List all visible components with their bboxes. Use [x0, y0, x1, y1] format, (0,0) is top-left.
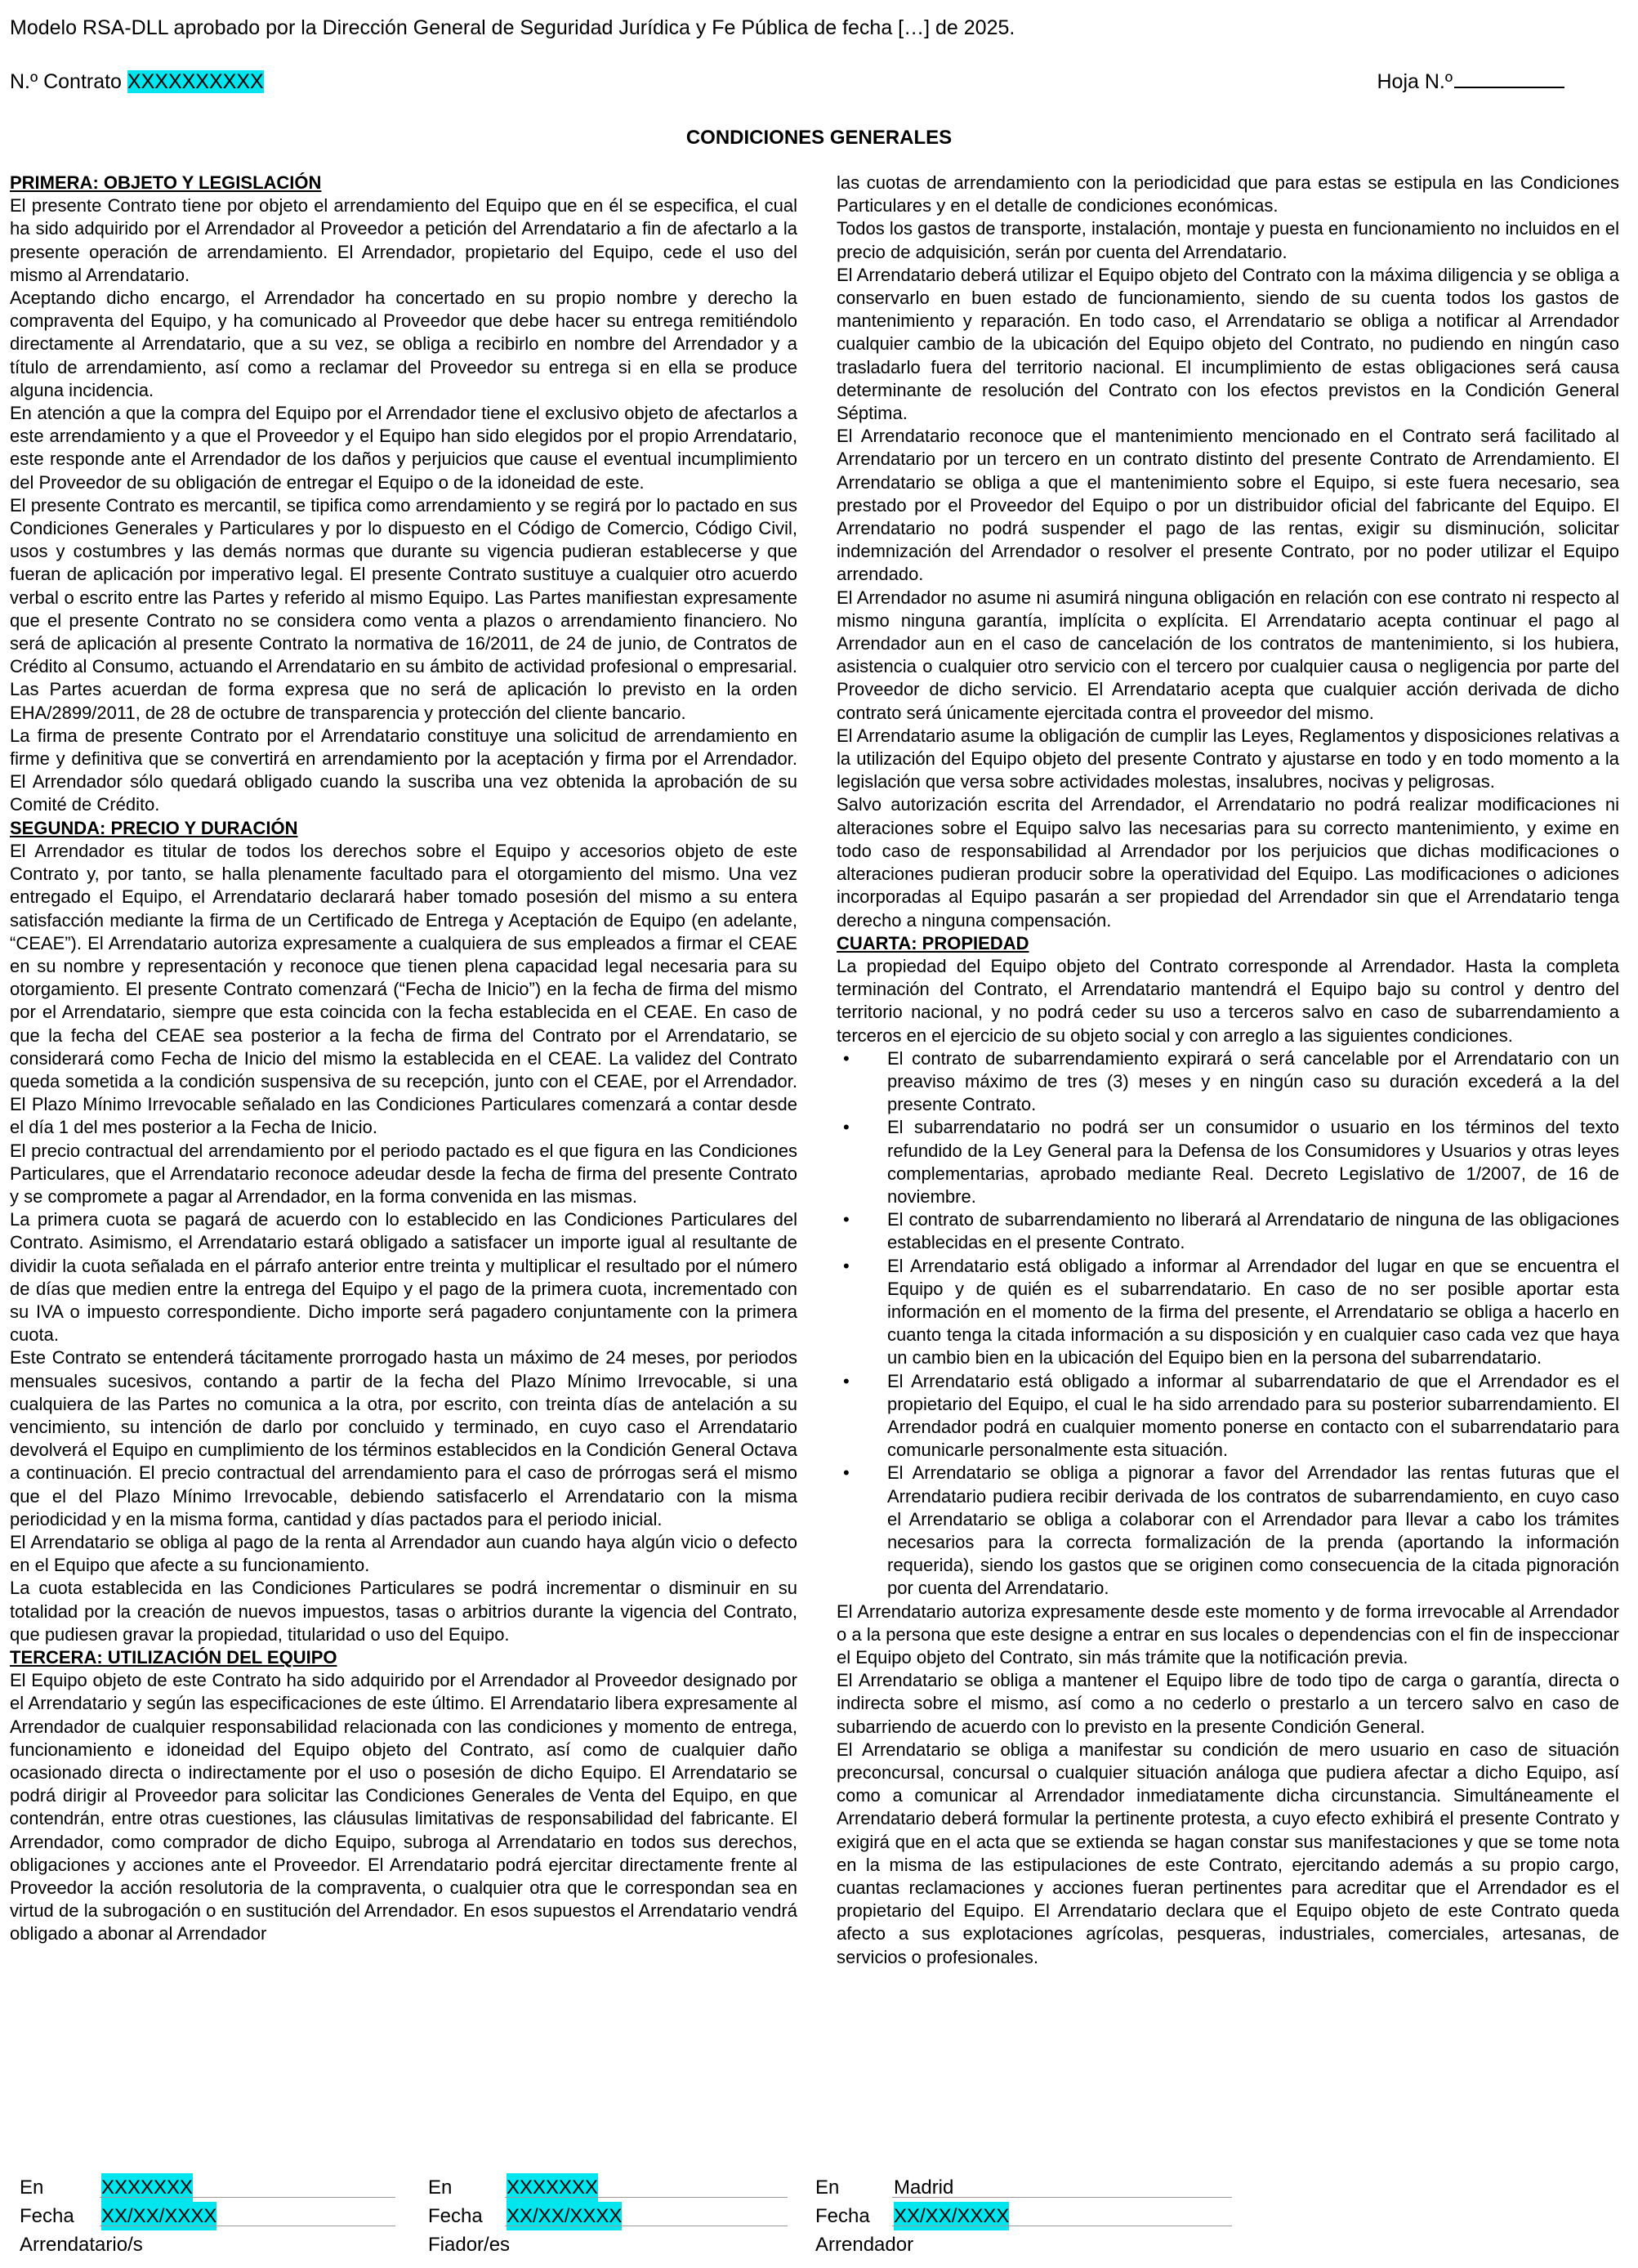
list-item: • El Arrendatario se obliga a pignorar a favor del Arrendador las rentas futuras que el Arrendatario pudiera recibir derivada de los contratos de subarrendamiento, en cuyo caso el Arrendatario se obliga a colaborar con el Arrendador para llevar a cabo los trámites necesarios para la correcta formalización de la prenda (aportando la información requerida), siendo los gastos que se originen como consecuencia de la citada pignoración por cuenta del Arrendatario. — [837, 1462, 1619, 1600]
paragraph: Este Contrato se entenderá tácitamente prorrogado hasta un máximo de 24 meses, por periodos mensuales sucesivos, contando a partir de la fecha del Plazo Mínimo Irrevocable, si una cualquiera de las Partes no comunica a la otra, por escrito, con treinta días de antelación a su vencimiento, su intención de darlo por concluido y terminado, en cuyo caso el Arrendatario devolverá el Equipo en cumplimiento de los términos establecidos en la Condición General Octava a continuación. El precio contractual del arrendamiento para el caso de prórrogas será el mismo que el del Plazo Mínimo Irrevocable, debiendo satisfacerlo el Arrendatario con la misma periodicidad y en la misma forma, cantidad y días pactados para el periodo inicial. — [10, 1347, 797, 1529]
place-underline — [100, 2197, 395, 2198]
paragraph: El Arrendatario reconoce que el mantenimiento mencionado en el Contrato será facilitado al Arrendatario por un tercero en un contrato distinto del presente Contrato de Arrendamiento. El Arrendatario se obliga a que el mantenimiento sobre el Equipo, si este fuera necesario, sea prestado por el Proveedor del Equipo o por un distribuidor oficial del fabricante del Equipo. El Arrendatario no podrá suspender el pago de las rentas, exigir su disminución, solicitar indemnización del Arrendador o resolver el presente Contrato, por no poder utilizar el Equipo arrendado. — [837, 426, 1619, 585]
list-item: • El Arrendatario está obligado a informar al subarrendatario de que el Arrendador es el propietario del Equipo, el cual le ha sido arrendado para su posterior subarrendamiento. El Arrendador podrá en cualquier momento ponerse en contacto con el subarrendatario para comunicarle personalmente esta situación. — [837, 1370, 1619, 1462]
date-label: Fecha — [815, 2205, 870, 2227]
paragraph: La firma de presente Contrato por el Arrendatario constituye una solicitud de arrendamiento en firme y definitiva que se convertirá en arrendamiento por la aceptación y firma por el Arrendador. El Arrendador sólo quedará obligado cuando la suscriba una vez obtenida la aprobación de su Comité de Crédito. — [10, 725, 797, 815]
list-item: • El contrato de subarrendamiento no liberará al Arrendatario de ninguna de las obligaciones establecidas en el presente Contrato. — [837, 1208, 1619, 1254]
date-field[interactable]: XX/XX/XXXX — [101, 2202, 216, 2230]
date-label: Fecha — [428, 2205, 483, 2227]
signature-block-arrendatario — [20, 2173, 395, 2259]
list-item: • El Arrendatario está obligado a informar al Arrendador del lugar en que se encuentra el Equipo y de quién es el subarrendatario. En caso de no ser posible aportar esta información en el momento de la firma del presente, el Arrendatario se obliga a hacerlo en cuanto tenga la citada información a su disposición y en cualquier caso cada vez que haya un cambio bien en la ubicación del Equipo bien en la persona del subarrendatario. — [837, 1255, 1619, 1370]
contract-number-label: N.º Contrato — [10, 70, 127, 93]
paragraph: El Arrendador no asume ni asumirá ninguna obligación en relación con ese contrato ni respecto al mismo ninguna garantía, implícita o explícita. El Arrendatario acepta continuar el pago al Arrendador aun en el caso de cancelación de los contratos de mantenimiento, si los hubiera, asistencia o cualquier otro servicio con el tercero por cualquier causa o negligencia por parte del Proveedor de dicho servicio. El Arrendatario acepta que cualquier acción derivada de dicho contrato será únicamente ejercitada contra el proveedor del mismo. — [837, 587, 1619, 723]
subleasing-conditions-list — [837, 1047, 1619, 1601]
paragraph: En atención a que la compra del Equipo por el Arrendador tiene el exclusivo objeto de afectarlos a este arrendamiento y a que el Proveedor y el Equipo han sido elegidos por el propio Arrendatario, este responde ante el Arrendador de los daños y perjuicios que cause el eventual incumplimiento del Proveedor de su obligación de entregar el Equipo o de la idoneidad de este. — [10, 403, 797, 493]
sheet-number-label: Hoja N.º — [1377, 70, 1453, 93]
contract-number-line — [10, 69, 264, 95]
paragraph: El Arrendatario se obliga a manifestar su condición de mero usuario en caso de situación preconcursal, concursal o cualquier situación análoga que pudiera afectar a dicho Equipo, así como a comunicar al Arrendador inmediatamente dicha circunstancia. Simultáneamente el Arrendatario deberá formular la pertinente protesta, a cuyo efecto exhibirá el presente Contrato y exigirá que en el acta que se extienda se hagan constar sus manifestaciones y que se tome nota en la misma de las estipulaciones de este Contrato, ejercitando además a su propio cargo, cuantas reclamaciones y acciones fueran pertinentes para acreditar que el Arrendador es el propietario del Equipo. El Arrendatario declara que el Equipo objeto de este Contrato queda afecto a sus explotaciones agrícolas, pesqueras, industriales, comerciales, artesanas, de servicios o profesionales. — [837, 1739, 1619, 1967]
paragraph: El Arrendatario se obliga al pago de la renta al Arrendador aun cuando haya algún vicio o defecto en el Equipo que afecte a su funcionamiento. — [10, 1531, 797, 1576]
paragraph: El Equipo objeto de este Contrato ha sido adquirido por el Arrendador al Proveedor designado por el Arrendatario y según las especificaciones de este último. El Arrendatario libera expresamente al Arrendador de cualquier responsabilidad relacionada con las condiciones y momento de entrega, funcionamiento e idoneidad del Equipo objeto del Contrato, así como de cualquier daño ocasionado directa o indirectamente por el uso o posesión de dicho Equipo. El Arrendatario se podrá dirigir al Proveedor para solicitar las Condiciones Generales de Venta del Equipo, en que contendrán, entre otras cuestiones, las cláusulas limitativas de responsabilidad del fabricante. El Arrendador, como comprador de dicho Equipo, subroga al Arrendatario en todos sus derechos, obligaciones y acciones ante el Proveedor. El Arrendatario podrá ejercitar directamente frente al Proveedor la acción resolutoria de la compraventa, o cualquier otra que le correspondan sea en virtud de la subrogación o en sustitución del Arrendador. En esos supuestos el Arrendatario vendrá obligado a abonar al Arrendador — [10, 1670, 797, 1944]
paragraph: Aceptando dicho encargo, el Arrendador ha concertado en su propio nombre y derecho la compraventa del Equipo, y ha comunicado al Proveedor que debe hacer su entrega remitiéndolo directamente al Arrendatario, que a su vez, se obliga a recibirlo en nombre del Arrendador y a título de arrendamiento, así como a reclamar del Proveedor su entrega si en ella se produce alguna incidencia. — [10, 288, 797, 400]
place-underline — [892, 2197, 1232, 2198]
signature-block-fiador — [428, 2173, 788, 2259]
paragraph: El Arrendatario deberá utilizar el Equipo objeto del Contrato con la máxima diligencia y se obliga a conservarlo en buen estado de funcionamiento, siendo de su cuenta todos los gastos de mantenimiento y reparación. En todo caso, el Arrendatario se obliga a notificar al Arrendador cualquier cambio de la ubicación del Equipo objeto del Contrato, no pudiendo en ningún caso trasladarlo fuera del territorio nacional. El incumplimiento de estas obligaciones será causa determinante de resolución del Contrato con los efectos previstos en la Condición General Séptima. — [837, 264, 1619, 424]
section-title-primera: PRIMERA: OBJETO Y LEGISLACIÓN — [10, 172, 322, 193]
paragraph: Todos los gastos de transporte, instalación, montaje y puesta en funcionamiento no incluidos en el precio de adquisición, serán por cuenta del Arrendatario. — [837, 218, 1619, 262]
paragraph: La propiedad del Equipo objeto del Contrato corresponde al Arrendador. Hasta la completa terminación del Contrato, el Arrendatario mantendrá el Equipo bajo su control y dentro del territorio nacional, y no podrá ceder su uso a terceros salvo en caso de subarrendamiento a terceros en el ejercicio de su objeto social y con arreglo a las siguientes condiciones. — [837, 955, 1619, 1046]
place-field[interactable]: Madrid — [894, 2176, 954, 2199]
place-label: En — [815, 2176, 840, 2199]
paragraph: El Arrendatario asume la obligación de cumplir las Leyes, Reglamentos y disposiciones relativas a la utilización del Equipo objeto del presente Contrato y ajustarse en todo y en todo momento a la legislación que versa sobre actividades molestas, insalubres, nocivas y peligrosas. — [837, 725, 1619, 792]
date-field[interactable]: XX/XX/XXXX — [894, 2202, 1009, 2230]
contract-number-field[interactable]: XXXXXXXXXX — [127, 70, 264, 93]
place-label: En — [20, 2176, 44, 2199]
date-field[interactable]: XX/XX/XXXX — [507, 2202, 622, 2230]
paragraph: El presente Contrato es mercantil, se tipifica como arrendamiento y se regirá por lo pactado en sus Condiciones Generales y Particulares y por lo dispuesto en el Código de Comercio, Código Civil, usos y costumbres y las demás normas que durante su vigencia pudieran establecerse y que fueran de aplicación por imperativo legal. El presente Contrato sustituye a cualquier otro acuerdo verbal o escrito entre las Partes y referido al mismo Equipo. Las Partes manifiestan expresamente que el presente Contrato no se considera como venta a plazos o arrendamiento financiero. No será de aplicación al presente Contrato la normativa de 16/2011, de 24 de junio, de Contratos de Crédito al Consumo, actuando el Arrendatario en su ámbito de actividad profesional o empresarial. Las Partes acuerdan de forma expresa que no será de aplicación lo previsto en la orden EHA/2899/2011, de 28 de octubre de transparencia y protección del cliente bancario. — [10, 494, 797, 723]
signatory-role: Arrendatario/s — [20, 2234, 143, 2256]
paragraph: las cuotas de arrendamiento con la periodicidad que para estas se estipula en las Condiciones Particulares y en el detalle de condiciones económicas. — [837, 172, 1619, 217]
signature-block-arrendador — [815, 2173, 1232, 2259]
paragraph: La primera cuota se pagará de acuerdo con lo establecido en las Condiciones Particulares del Contrato. Asimismo, el Arrendatario estará obligado a satisfacer un importe igual al resultante de dividir la cuota señalada en el párrafo anterior entre treinta y multiplicar el resultado por el número de días que medien entre la entrega del Equipo y el pago de la primera cuota, incrementado con su IVA o impuesto correspondiente. Dicho importe será pagadero conjuntamente con la primera cuota. — [10, 1209, 797, 1346]
paragraph: El Arrendatario autoriza expresamente desde este momento y de forma irrevocable al Arrendador o a la persona que este designe a entrar en sus locales o dependencias con el fin de inspeccionar el Equipo objeto del Contrato, sin más trámite que la notificación previa. — [837, 1601, 1619, 1668]
place-field[interactable]: XXXXXXX — [507, 2173, 598, 2202]
paragraph: La cuota establecida en las Condiciones Particulares se podrá incrementar o disminuir en su totalidad por la creación de nuevos impuestos, tasas o arbitrios durante la vigencia del Contrato, que pudiesen gravar la propiedad, titularidad o uso del Equipo. — [10, 1578, 797, 1645]
place-label: En — [428, 2176, 453, 2199]
paragraph: El Arrendador es titular de todos los derechos sobre el Equipo y accesorios objeto de este Contrato y, por tanto, se halla plenamente facultado para el otorgamiento del mismo. Una vez entregado el Equipo, el Arrendatario declarará haber tomado posesión del mismo a su entera satisfacción mediante la firma de un Certificado de Entrega y Aceptación de Equipo (en adelante, “CEAE”). El Arrendatario autoriza expresamente a cualquiera de sus empleados a firmar el CEAE en su nombre y representación y reconoce que tienen plena capacidad legal necesaria para su otorgamiento. El presente Contrato comenzará (“Fecha de Inicio”) en la fecha de firma del mismo por el Arrendatario, siempre que esta coincida con la fecha establecida en el CEAE. En caso de que la fecha del CEAE sea posterior a la fecha de firma del Contrato por el Arrendatario, se considerará como Fecha de Inicio del mismo la establecida en el CEAE. La validez del Contrato queda sometida a la condición suspensiva de su recepción, junto con el CEAE, por el Arrendador. El Plazo Mínimo Irrevocable señalado en las Condiciones Particulares comenzará a contar desde el día 1 del mes posterior a la Fecha de Inicio. — [10, 840, 797, 1138]
signatory-role: Arrendador — [815, 2234, 914, 2256]
sheet-number-field[interactable] — [1454, 69, 1564, 88]
paragraph: Salvo autorización escrita del Arrendador, el Arrendatario no podrá realizar modificaciones ni alteraciones sobre el Equipo salvo las necesarias para su correcto mantenimiento, y exime en todo caso de responsabilidad al Arrendador por los perjuicios que dichas modificaciones o alteraciones pudieran producir sobre la operatividad del Equipo. Las modificaciones o adiciones incorporadas al Equipo pasarán a ser propiedad del Arrendador sin que el Arrendatario tenga derecho a ninguna compensación. — [837, 794, 1619, 931]
section-title-tercera: TERCERA: UTILIZACIÓN DEL EQUIPO — [10, 1647, 337, 1668]
paragraph: El Arrendatario se obliga a mantener el Equipo libre de todo tipo de carga o garantía, directa o indirecta sobre el mismo, así como a no cederlo o prestarlo a un tercero salvo en caso de subarriendo de acuerdo con lo previsto en la presente Condición General. — [837, 1670, 1619, 1737]
signatory-role: Fiador/es — [428, 2234, 511, 2256]
paragraph: El precio contractual del arrendamiento por el periodo pactado es el que figura en las Condiciones Particulares, que el Arrendatario reconoce adeudar desde la fecha de firma del presente Contrato y se compromete a pagar al Arrendador, en la forma convenida en las mismas. — [10, 1140, 797, 1207]
section-title-cuarta: CUARTA: PROPIEDAD — [837, 932, 1029, 953]
place-field[interactable]: XXXXXXX — [101, 2173, 193, 2202]
model-approval-note: Modelo RSA-DLL aprobado por la Dirección General de Seguridad Jurídica y Fe Pública de fecha […] de 2025. — [10, 16, 1015, 39]
document-title: CONDICIONES GENERALES — [685, 127, 953, 149]
date-label: Fecha — [20, 2205, 74, 2227]
section-title-segunda: SEGUNDA: PRECIO Y DURACIÓN — [10, 817, 298, 838]
list-item: • El contrato de subarrendamiento expirará o será cancelable por el Arrendatario con un preaviso máximo de tres (3) meses y en ningún caso su duración excederá a la del presente Contrato. — [837, 1047, 1619, 1117]
place-underline — [505, 2197, 788, 2198]
left-column — [10, 172, 797, 1946]
sheet-number-line — [1377, 69, 1565, 95]
right-column — [837, 172, 1619, 1969]
list-item: • El subarrendatario no podrá ser un consumidor o usuario en los términos del texto refundido de la Ley General para la Defensa de los Consumidores y Usuarios y otras leyes complementarias, aprobado mediante Real. Decreto Legislativo de 1/2007, de 16 de noviembre. — [837, 1116, 1619, 1208]
paragraph: El presente Contrato tiene por objeto el arrendamiento del Equipo que en él se especifica, el cual ha sido adquirido por el Arrendador al Proveedor a petición del Arrendatario a fin de afectarlo a la presente operación de arrendamiento. El Arrendador, propietario del Equipo, cede el uso del mismo al Arrendatario. — [10, 195, 797, 285]
